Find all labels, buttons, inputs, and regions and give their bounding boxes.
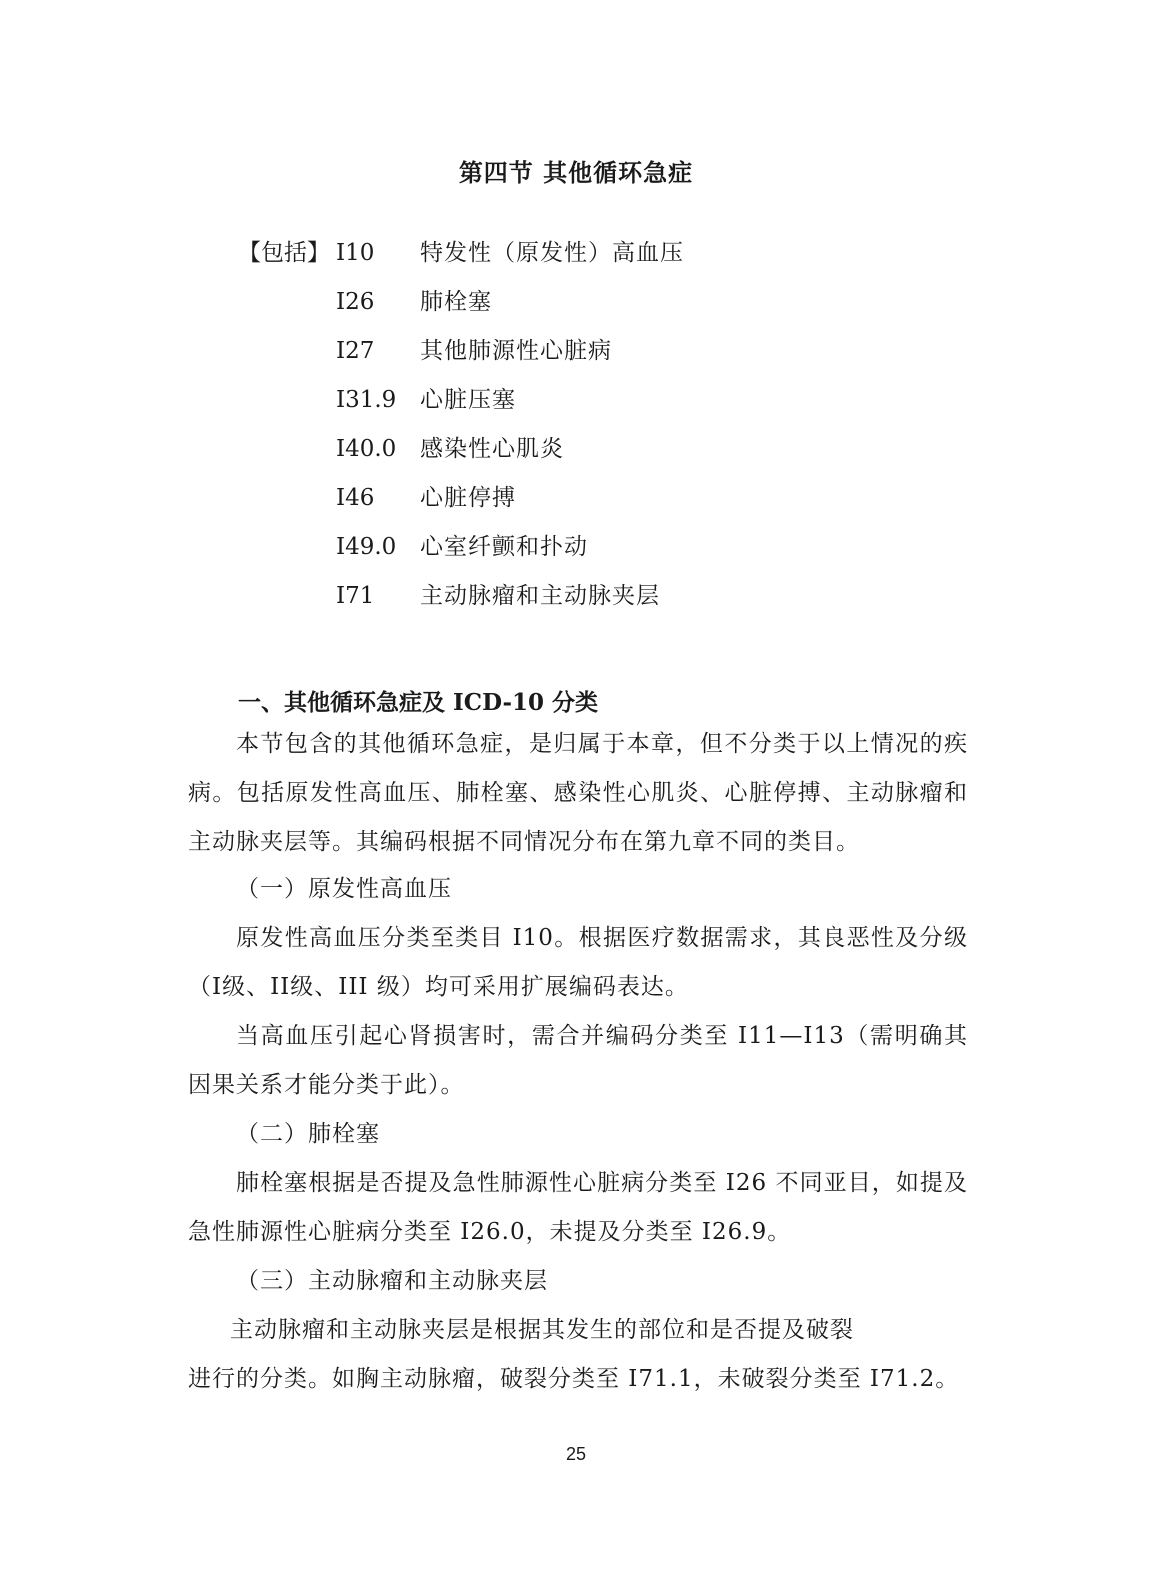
include-code: I31.9 — [336, 387, 397, 413]
hypertension-paragraph-2: 当高血压引起心肾损害时，需合并编码分类至 I11—I13（需明确其因果关系才能分类于此）。 — [188, 1023, 968, 1098]
include-item — [0, 481, 1152, 515]
include-code: I27 — [336, 338, 375, 364]
include-name: 心脏停搏 — [420, 485, 516, 511]
includes-label: 【包括】 — [238, 240, 330, 266]
include-item — [0, 285, 1152, 319]
include-name: 感染性心肌炎 — [420, 436, 564, 462]
intro-paragraph: 本节包含的其他循环急症，是归属于本章，但不分类于以上情况的疾病。包括原发性高血压、肺栓塞、感染性心肌炎、心脏停搏、主动脉瘤和主动脉夹层等。其编码根据不同情况分布在第九章不同的类目。 — [188, 731, 968, 855]
include-name: 心室纤颤和扑动 — [420, 534, 588, 560]
include-name: 主动脉瘤和主动脉夹层 — [420, 583, 660, 609]
include-item — [0, 236, 1152, 270]
include-code: I10 — [336, 240, 375, 266]
include-name: 其他肺源性心脏病 — [420, 338, 612, 364]
section-title: 第四节 其他循环急症 — [458, 158, 694, 187]
aortic-paragraph-line-2: 进行的分类。如胸主动脉瘤，破裂分类至 I71.1，未破裂分类至 I71.2。 — [188, 1366, 960, 1392]
include-name: 特发性（原发性）高血压 — [420, 240, 684, 266]
include-item — [0, 383, 1152, 417]
include-item — [0, 530, 1152, 564]
aortic-paragraph-line-1: 主动脉瘤和主动脉夹层是根据其发生的部位和是否提及破裂 — [230, 1317, 854, 1343]
include-item — [0, 579, 1152, 613]
subheading-hypertension: （一）原发性高血压 — [236, 876, 452, 902]
include-code: I71 — [336, 583, 375, 609]
include-name: 肺栓塞 — [420, 289, 492, 315]
include-item — [0, 334, 1152, 368]
subheading-aortic-aneurysm: （三）主动脉瘤和主动脉夹层 — [236, 1268, 548, 1294]
include-item — [0, 432, 1152, 466]
include-code: I46 — [336, 485, 375, 511]
pulmonary-embolism-paragraph: 肺栓塞根据是否提及急性肺源性心脏病分类至 I26 不同亚目，如提及急性肺源性心脏病分类至 I26.0，未提及分类至 I26.9。 — [188, 1170, 968, 1245]
hypertension-paragraph-1: 原发性高血压分类至类目 I10。根据医疗数据需求，其良恶性及分级（I级、II级、III 级）均可采用扩展编码表达。 — [188, 925, 968, 1000]
subsection-heading: 一、其他循环急症及 ICD-10 分类 — [238, 689, 599, 716]
page-number: 25 — [565, 1444, 587, 1464]
include-code: I26 — [336, 289, 375, 315]
include-code: I49.0 — [336, 534, 397, 560]
include-code: I40.0 — [336, 436, 397, 462]
subheading-pulmonary-embolism: （二）肺栓塞 — [236, 1121, 380, 1147]
include-name: 心脏压塞 — [420, 387, 516, 413]
